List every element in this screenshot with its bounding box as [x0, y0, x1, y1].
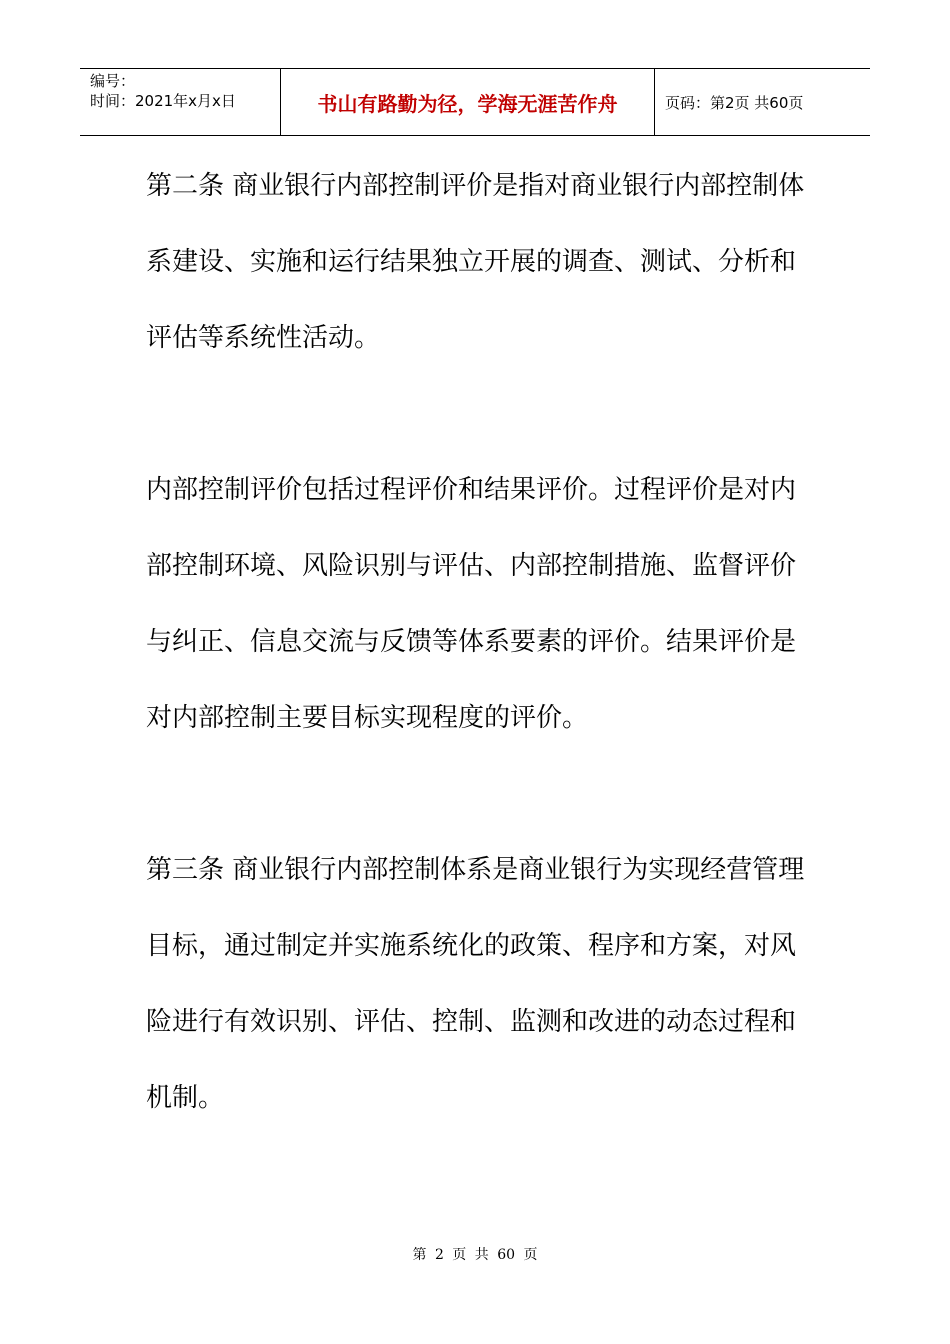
paragraph-line: 第三条 商业银行内部控制体系是商业银行为实现经营管理 [146, 855, 805, 885]
header-motto-cell [281, 69, 655, 135]
paragraph [146, 148, 826, 376]
document-number-label: 编号： [90, 72, 136, 90]
paragraph-line: 与纠正、信息交流与反馈等体系要素的评价。结果评价是 [146, 627, 797, 657]
paragraph-line: 第二条 商业银行内部控制评价是指对商业银行内部控制体 [146, 171, 805, 201]
paragraph-line: 险进行有效识别、评估、控制、监测和改进的动态过程和 [146, 1007, 797, 1037]
page-footer: 第 2 页 共 60 页 [412, 1247, 538, 1263]
paragraph-spacer [146, 376, 826, 452]
header-page-cell [655, 69, 870, 135]
page-header [80, 68, 870, 136]
paragraph-line: 系建设、实施和运行结果独立开展的调查、测试、分析和 [146, 247, 797, 277]
paragraph [146, 832, 826, 1136]
paragraph-line: 机制。 [146, 1083, 225, 1113]
paragraph-line: 评估等系统性活动。 [146, 323, 381, 353]
header-meta-cell [80, 69, 281, 135]
document-body [146, 148, 826, 1136]
paragraph-line: 对内部控制主要目标实现程度的评价。 [146, 703, 589, 733]
header-motto: 书山有路勤为径，学海无涯苦作舟 [317, 91, 618, 116]
paragraph-line: 部控制环境、风险识别与评估、内部控制措施、监督评价 [146, 551, 797, 581]
paragraph-spacer [146, 756, 826, 832]
paragraph-line: 内部控制评价包括过程评价和结果评价。过程评价是对内 [146, 475, 797, 505]
paragraph-line: 目标，通过制定并实施系统化的政策、程序和方案，对风 [146, 931, 797, 961]
paragraph [146, 452, 826, 756]
document-date-label: 时间：2021年x月x日 [90, 92, 236, 110]
header-page-info: 页码：第2页 共60页 [665, 93, 804, 112]
